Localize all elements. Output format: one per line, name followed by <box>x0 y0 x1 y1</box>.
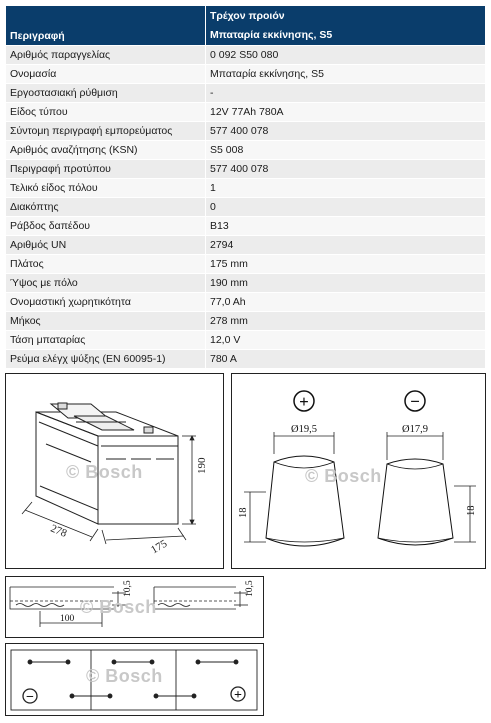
table-row <box>6 331 486 350</box>
row-label: Περιγραφή προτύπου <box>6 160 206 179</box>
row-label: Είδος τύπου <box>6 103 206 122</box>
row-label: Ρεύμα ελέγχ ψύξης (EN 60095-1) <box>6 350 206 369</box>
table-row <box>6 141 486 160</box>
bar-height-right-label: 10,5 <box>245 580 255 597</box>
header-product-col <box>206 6 486 46</box>
table-row <box>6 160 486 179</box>
row-label: Εργοστασιακή ρύθμιση <box>6 84 206 103</box>
watermark: © Bosch <box>66 462 143 482</box>
row-value: B13 <box>206 217 486 236</box>
terminal-layout-drawing <box>5 643 264 716</box>
minus-terminal-shape <box>378 459 453 545</box>
svg-text:+: + <box>234 688 242 703</box>
table-row <box>6 103 486 122</box>
row-label: Μήκος <box>6 312 206 331</box>
table-row <box>6 179 486 198</box>
row-value: 780 A <box>206 350 486 369</box>
header-label-col: Περιγραφή <box>6 6 206 46</box>
header-product-line2: Μπαταρία εκκίνησης, S5 <box>210 29 333 41</box>
table-row <box>6 122 486 141</box>
battery-dimension-drawing <box>5 373 224 569</box>
table-header-row <box>6 6 486 46</box>
row-label: Ονομαστική χωρητικότητα <box>6 293 206 312</box>
row-label: Αριθμός αναζήτησης (KSN) <box>6 141 206 160</box>
svg-text:−: − <box>410 392 420 411</box>
battery-width-label: 175 <box>149 537 170 557</box>
row-value: Μπαταρία εκκίνησης, S5 <box>206 65 486 84</box>
row-label: Σύντομη περιγραφή εμπορεύματος <box>6 122 206 141</box>
row-value: 12V 77Ah 780A <box>206 103 486 122</box>
bar-height-left-label: 10,5 <box>123 580 133 597</box>
svg-text:+: + <box>299 392 309 411</box>
row-value: 77,0 Ah <box>206 293 486 312</box>
minus-height-label: 18 <box>466 505 477 516</box>
table-row <box>6 350 486 369</box>
row-label: Τάση μπαταρίας <box>6 331 206 350</box>
row-value: 2794 <box>206 236 486 255</box>
header-product-line1: Τρέχον προιόν <box>210 10 285 22</box>
row-label: Πλάτος <box>6 255 206 274</box>
row-value: 577 400 078 <box>206 122 486 141</box>
spec-table <box>5 5 486 369</box>
plus-diameter-label: Ø19,5 <box>291 424 317 435</box>
row-label: Αριθμός UN <box>6 236 206 255</box>
row-value: 278 mm <box>206 312 486 331</box>
row-value: - <box>206 84 486 103</box>
base-bar-drawing <box>5 576 264 638</box>
row-value: 190 mm <box>206 274 486 293</box>
svg-text:−: − <box>26 690 34 705</box>
plus-height-label: 18 <box>238 507 249 518</box>
row-value: 0 092 S50 080 <box>206 46 486 65</box>
terminal-dimension-drawing <box>231 373 486 569</box>
row-label: Διακόπτης <box>6 198 206 217</box>
table-row <box>6 198 486 217</box>
minus-diameter-label: Ø17,9 <box>402 424 428 435</box>
watermark: © Bosch <box>86 666 163 686</box>
row-value: 175 mm <box>206 255 486 274</box>
bar-length-label: 100 <box>60 614 75 624</box>
row-value: 12,0 V <box>206 331 486 350</box>
table-row <box>6 236 486 255</box>
row-label: Τελικό είδος πόλου <box>6 179 206 198</box>
row-label: Ύψος με πόλο <box>6 274 206 293</box>
table-row <box>6 84 486 103</box>
row-label: Ράβδος δαπέδου <box>6 217 206 236</box>
row-value: S5 008 <box>206 141 486 160</box>
watermark: © Bosch <box>80 597 157 617</box>
table-row <box>6 255 486 274</box>
row-label: Ονομασία <box>6 65 206 84</box>
row-value: 0 <box>206 198 486 217</box>
row-label: Αριθμός παραγγελίας <box>6 46 206 65</box>
table-row <box>6 312 486 331</box>
battery-height-label: 190 <box>196 457 208 474</box>
battery-length-label: 278 <box>48 522 69 540</box>
table-row <box>6 274 486 293</box>
row-value: 1 <box>206 179 486 198</box>
table-row <box>6 46 486 65</box>
table-row <box>6 293 486 312</box>
row-value: 577 400 078 <box>206 160 486 179</box>
table-row <box>6 65 486 84</box>
watermark: © Bosch <box>305 466 382 486</box>
table-row <box>6 217 486 236</box>
